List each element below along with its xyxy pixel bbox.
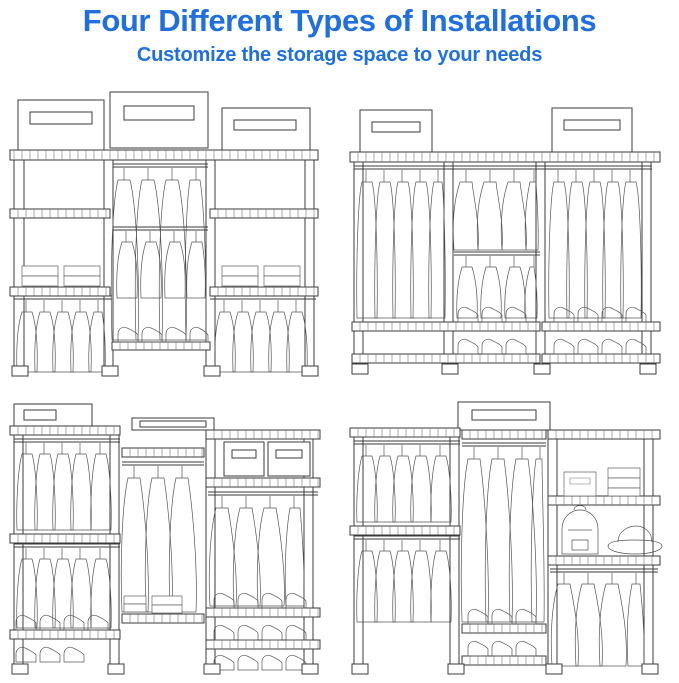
vertical-posts-4	[354, 428, 653, 672]
folded-towels-3	[124, 596, 182, 613]
page-subtitle: Customize the storage space to your needs	[136, 44, 543, 66]
top-storage-4	[458, 402, 550, 430]
page-title: Four Different Types of Installations	[82, 3, 597, 38]
wire-shelves-2	[350, 152, 660, 363]
closet-diagram-4	[340, 384, 679, 683]
installation-type-3	[0, 384, 339, 683]
hanging-garments-2	[357, 170, 642, 318]
hat-icon	[608, 526, 662, 554]
installation-type-2	[340, 84, 679, 383]
feet-1	[12, 366, 318, 376]
storage-bins-3	[224, 442, 310, 476]
vertical-posts-2	[354, 152, 651, 372]
installation-grid	[0, 84, 679, 683]
hang-rods-4	[354, 441, 658, 572]
closet-diagram-2	[340, 84, 679, 383]
closet-diagram-1	[0, 84, 339, 383]
hang-rods-2	[354, 166, 652, 255]
top-storage-boxes-1	[18, 92, 310, 150]
installation-type-1	[0, 84, 339, 383]
shelf-items-4	[562, 468, 662, 554]
top-storage-boxes-2	[360, 108, 632, 152]
backpack-icon	[562, 506, 598, 555]
feet-3	[12, 664, 318, 674]
feet-2	[352, 364, 656, 374]
installation-type-4	[340, 384, 679, 683]
closet-diagram-3	[0, 384, 339, 683]
